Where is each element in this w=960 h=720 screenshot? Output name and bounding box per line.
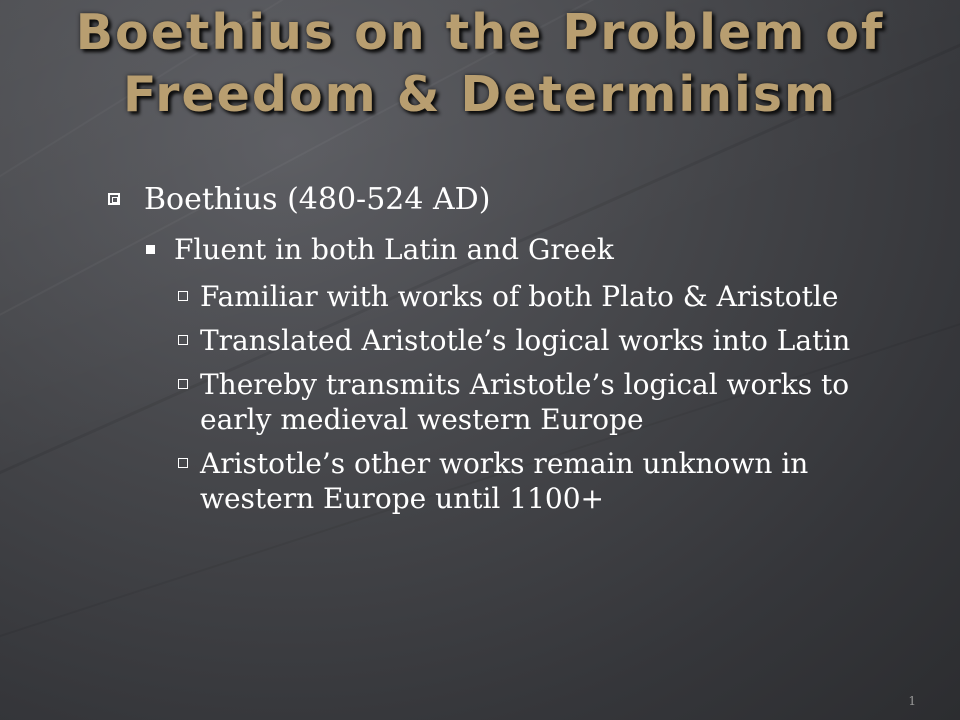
slide-title (0, 2, 960, 126)
bullet-list (108, 181, 928, 525)
filled-square-bullet-icon (146, 245, 155, 254)
bullet-item-level3 (108, 446, 928, 516)
bullet-item-level3 (108, 323, 928, 358)
bullet-text: Thereby transmits Aristotle’s logical works to early medieval western Europe (200, 368, 850, 436)
bullet-item-level2 (108, 233, 928, 267)
bullet-item-level1 (108, 181, 928, 219)
bullet-item-level3 (108, 279, 928, 314)
title-line-1: Boethius on the Problem of (75, 4, 885, 61)
bullet-item-level3 (108, 367, 928, 437)
hollow-square-bullet-icon (178, 458, 188, 468)
hollow-square-bullet-icon (178, 379, 188, 389)
bullet-text: Familiar with works of both Plato & Aristotle (200, 280, 839, 313)
square-bullet-icon (108, 193, 120, 205)
bullet-text: Fluent in both Latin and Greek (174, 233, 614, 266)
bullet-text: Aristotle’s other works remain unknown in western Europe until 1100+ (200, 447, 809, 515)
title-line-2: Freedom & Determinism (122, 66, 838, 123)
page-number: 1 (908, 694, 916, 708)
bullet-text: Translated Aristotle’s logical works into Latin (200, 324, 851, 357)
hollow-square-bullet-icon (178, 335, 188, 345)
bullet-text: Boethius (480-524 AD) (144, 182, 491, 217)
hollow-square-bullet-icon (178, 291, 188, 301)
